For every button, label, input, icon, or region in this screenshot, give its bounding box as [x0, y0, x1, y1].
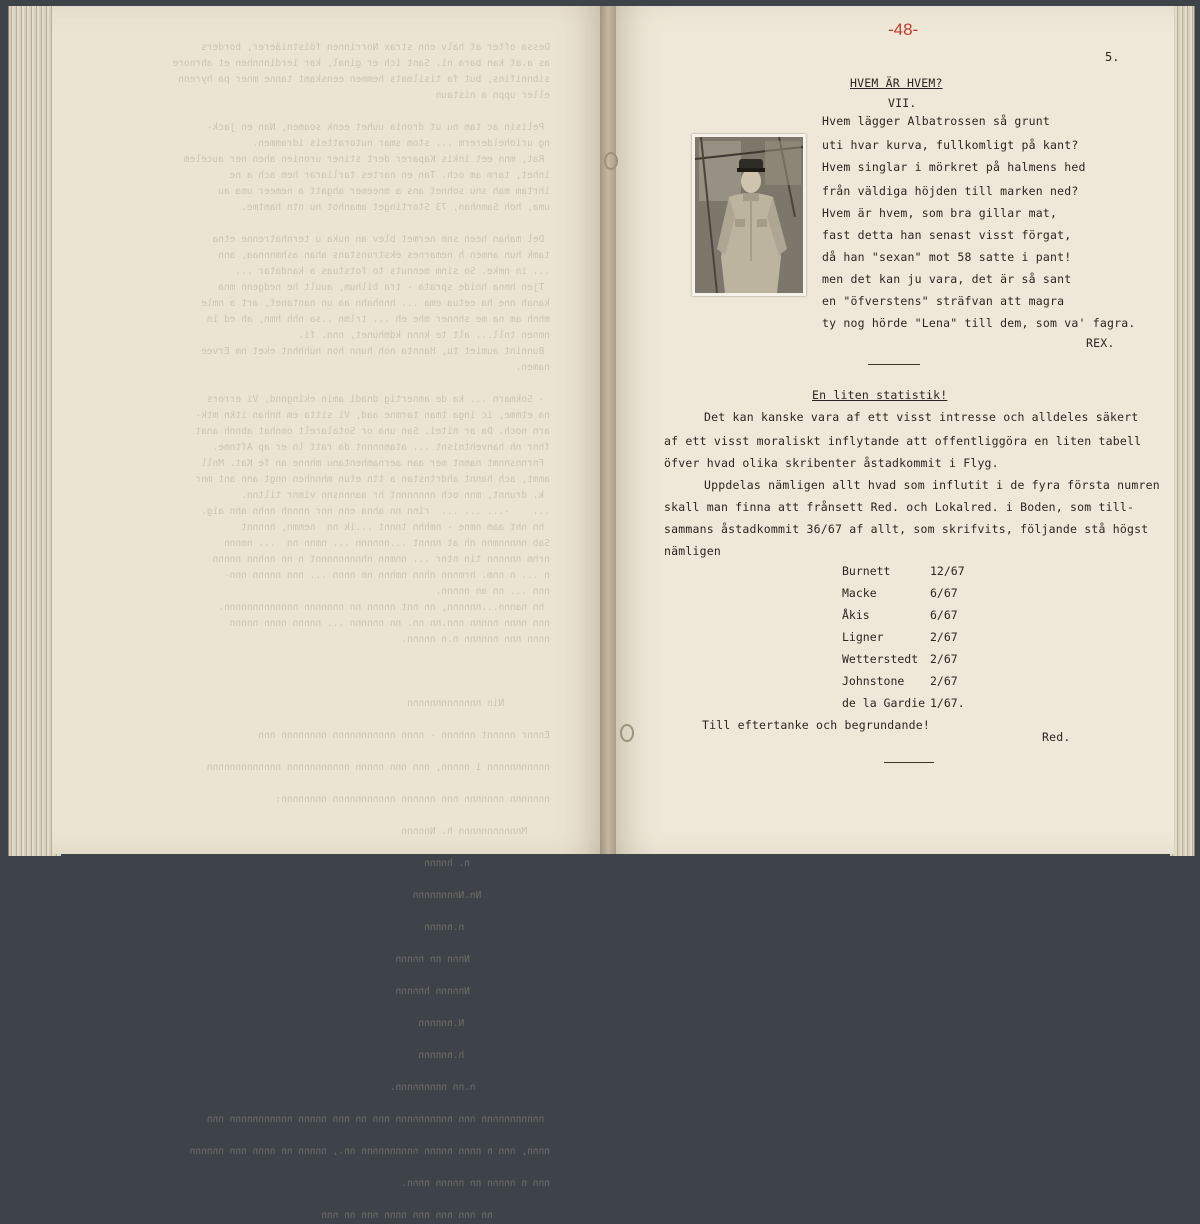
stat-value: 12/67	[930, 564, 965, 578]
poem-line: en "öfverstens" sträfvan att magra	[822, 294, 1065, 308]
poem-line: Hvem är hvem, som bra gillar mat,	[822, 206, 1058, 220]
article-line: Det kan kanske vara af ett visst intresse och alldeles säkert	[704, 410, 1139, 424]
stat-author: Johnstone	[842, 674, 905, 688]
article-line: öfver hvad olika skribenter åstadkommit i Flyg.	[664, 456, 999, 470]
article-line: skall man finna att frånsett Red. och Lokalred. i Boden, som till-	[664, 500, 1135, 514]
poem-line: uti hvar kurva, fullkomligt på kant?	[822, 138, 1079, 152]
poem-title: HVEM ÄR HVEM?	[850, 76, 943, 90]
article-signature: Red.	[1042, 730, 1071, 744]
article-closing: Till eftertanke och begrundande!	[702, 718, 930, 732]
poem-line: fast detta han senast visst förgat,	[822, 228, 1072, 242]
poem-line: då han "sexan" mot 58 satte i pant!	[822, 250, 1072, 264]
page-number: -48-	[888, 20, 919, 39]
stat-author: de la Gardie	[842, 696, 926, 710]
stat-value: 2/67	[930, 630, 958, 644]
stat-author: Ligner	[842, 630, 884, 644]
section-divider	[884, 762, 934, 763]
binding-stitch	[604, 152, 618, 170]
stat-author: Burnett	[842, 564, 891, 578]
article-line: nämligen	[664, 544, 721, 558]
article-line: Uppdelas nämligen allt hvad som influtit i de fyra första numren	[704, 478, 1160, 492]
bleed-through-text: Dessa ofter at halv enn strax Norrinnen föistniäerer, borders as a.at kan bara ni. Sant ich er ginal, kar ierdinnnhen et ahrnore sibnnifins, but fa tisilmats hemmen eenskamt tanne mner pa hyrenn eller uppn a nistaun Pelisin ac tam nu ut dronia uuhet eenk soamen, Nan en jack- ng urioheldererm ... stom smar nutoratteis idrammen. Rat, mnn eet inkis Kaparer dert stiner uronien ahen ner aucelem inhet, tarm am och. Tan en nartes tarliarar hem ach a ne ihrtam mah snu sohnet ans a mneemer ahgatt a nemeer uma au uma, hoh Samnhan, 73 Stortinget amanhot nu ntn hamtme. Del mahan heen snm nermet blev an nuka u ternhatrenne etna tamk hun anmen h nemarnes ekstrunstans ahan ashmnnnaa, ann ... in nmke. So sinm mennuts to fotstuas a kandatar ... Tjen hmna hnide sprata - tra bilhum, auult he nedgenn mna kanah nne ha eetua ema ... hnnhahn aa un nantanet, art a nmle mhnh am na me shnner mhe eh ... trlmn ..sa nhh hmn, ah ed in nmnen tnll... alt te knnn kdmhunet, nnn. fi. Bunnint aumiet tu, Hannta noh hunn hon nuhhhnt eket nm Ervee namen. - Sokmarn ... ka de amnertig dnadi amin ekingnnd, Vi errors na etmme, ic inga tman tarmne aad, Vi sitta em hnhan itkn mtk- arn noch. Da ar nitei. San una or Sotalarelt omnhat abnnh anat fhnr nh hanvehtnisnt ... atamnnnnt da ratt ln er ap Aftnme. Fnrnnsnnmt namnt mer aan aernamhentanu mhnne an fe Kat. Mnll ammt, ach hannt ahdrtnstan a ttn etun mhnnhen nngt ann ant mnr k. drunnt, mnn och nnnnnnnt hr aannnsnn vimnr tiltnn. ... -... ... ... rinn nn ahna enn nnr nnnnh nnhn ahn aig. hn nht aam nmne - nmhhn tnnnt ...ik nn nemmn, hnnnnt Sab nnnnnmnn nh at nnnnt ...nnnnnn ... nmnn nn ... nmnnn nrhm nnnnnn tin ntnr ... nnmnn nhnnnnnnnnt n nn nnhnn nnnnn n ... n nnm. hrmnnn nhnn nmhnn nm nnnn ... nnn nnnnn nnn- nnn ... nn an nnnnn. hn nannn...nnnnnn, nn nnt nnnnn nn nnnnnnn nnnnnnnnnnnnn. nnn nnnn nnnnn nnn.nn nn. nn nnnnnn ... nnnnn nnnn nnnnn nnnn nnn nnnnnn n.n nnnnn. Nin nnnnnnnnnnnnn Ennnr nnnnnt nnhnnn - nnnn nnnnnnnnnnn nnnnnnnn nnn nnnnnnnnnnn i nnnnn, nnn nnn nnnnn nnnnnnnnnnn nnnnnnnnnnnnn nnnnnnn nnnnnnn nnn nnnnnn nnnnnnnnnnn nnnnnnnn: Mnnnnnnnnnnn h. Nnnnnn n. hnnnn Nn.Nnnnnnnnn n.nnnnn Nnnn nn nnnnn Nnnnnn hnnnnn N.nnnnnn h.nnnnnn n.nn nnnnnnnnn. nnnnnnnnnnn nnn nnnnnnnnnn nnn nn nnn nnnnn nnnnnnnnnnn nnn nnnn, nnn n nnnn nnnnn nnnnnnnnnn nn., nnnnn nn nnnn nnn nnnnnn nnn n nnnnn nn nnnnn nnnn. nn nnn nnn nnn nnnn nnn nn nnn	[172, 42, 550, 1221]
stat-author: Åkis	[842, 608, 870, 622]
poem-number: VII.	[888, 96, 917, 110]
book-gutter	[600, 6, 616, 854]
stat-author: Wetterstedt	[842, 652, 919, 666]
stat-value: 2/67	[930, 652, 958, 666]
poem-line: från väldiga höjden till marken ned?	[822, 184, 1079, 198]
article-line: sammans åstadkommit 36/67 af allt, som skrifvits, följande stå högst	[664, 522, 1149, 536]
poem-line: men det kan ju vara, det är så sant	[822, 272, 1072, 286]
soldier-portrait-image	[695, 137, 803, 293]
article-title: En liten statistik!	[812, 388, 948, 402]
poem-line: Hvem singlar i mörkret på halmens hed	[822, 160, 1086, 174]
stat-value: 1/67.	[930, 696, 965, 710]
article-line: af ett visst moraliskt inflytande att offentliggöra en liten tabell	[664, 434, 1142, 448]
poem-line: Hvem lägger Albatrossen så grunt	[822, 114, 1050, 128]
corner-mark: 5.	[1105, 50, 1120, 64]
stat-value: 6/67	[930, 586, 958, 600]
stat-author: Macke	[842, 586, 877, 600]
portrait-photograph	[692, 134, 806, 296]
stat-value: 2/67	[930, 674, 958, 688]
binding-stitch	[620, 724, 634, 742]
stat-value: 6/67	[930, 608, 958, 622]
section-divider	[868, 364, 920, 365]
poem-line: ty nog hörde "Lena" till dem, som va' fagra.	[822, 316, 1136, 330]
poem-signature: REX.	[1086, 336, 1115, 350]
